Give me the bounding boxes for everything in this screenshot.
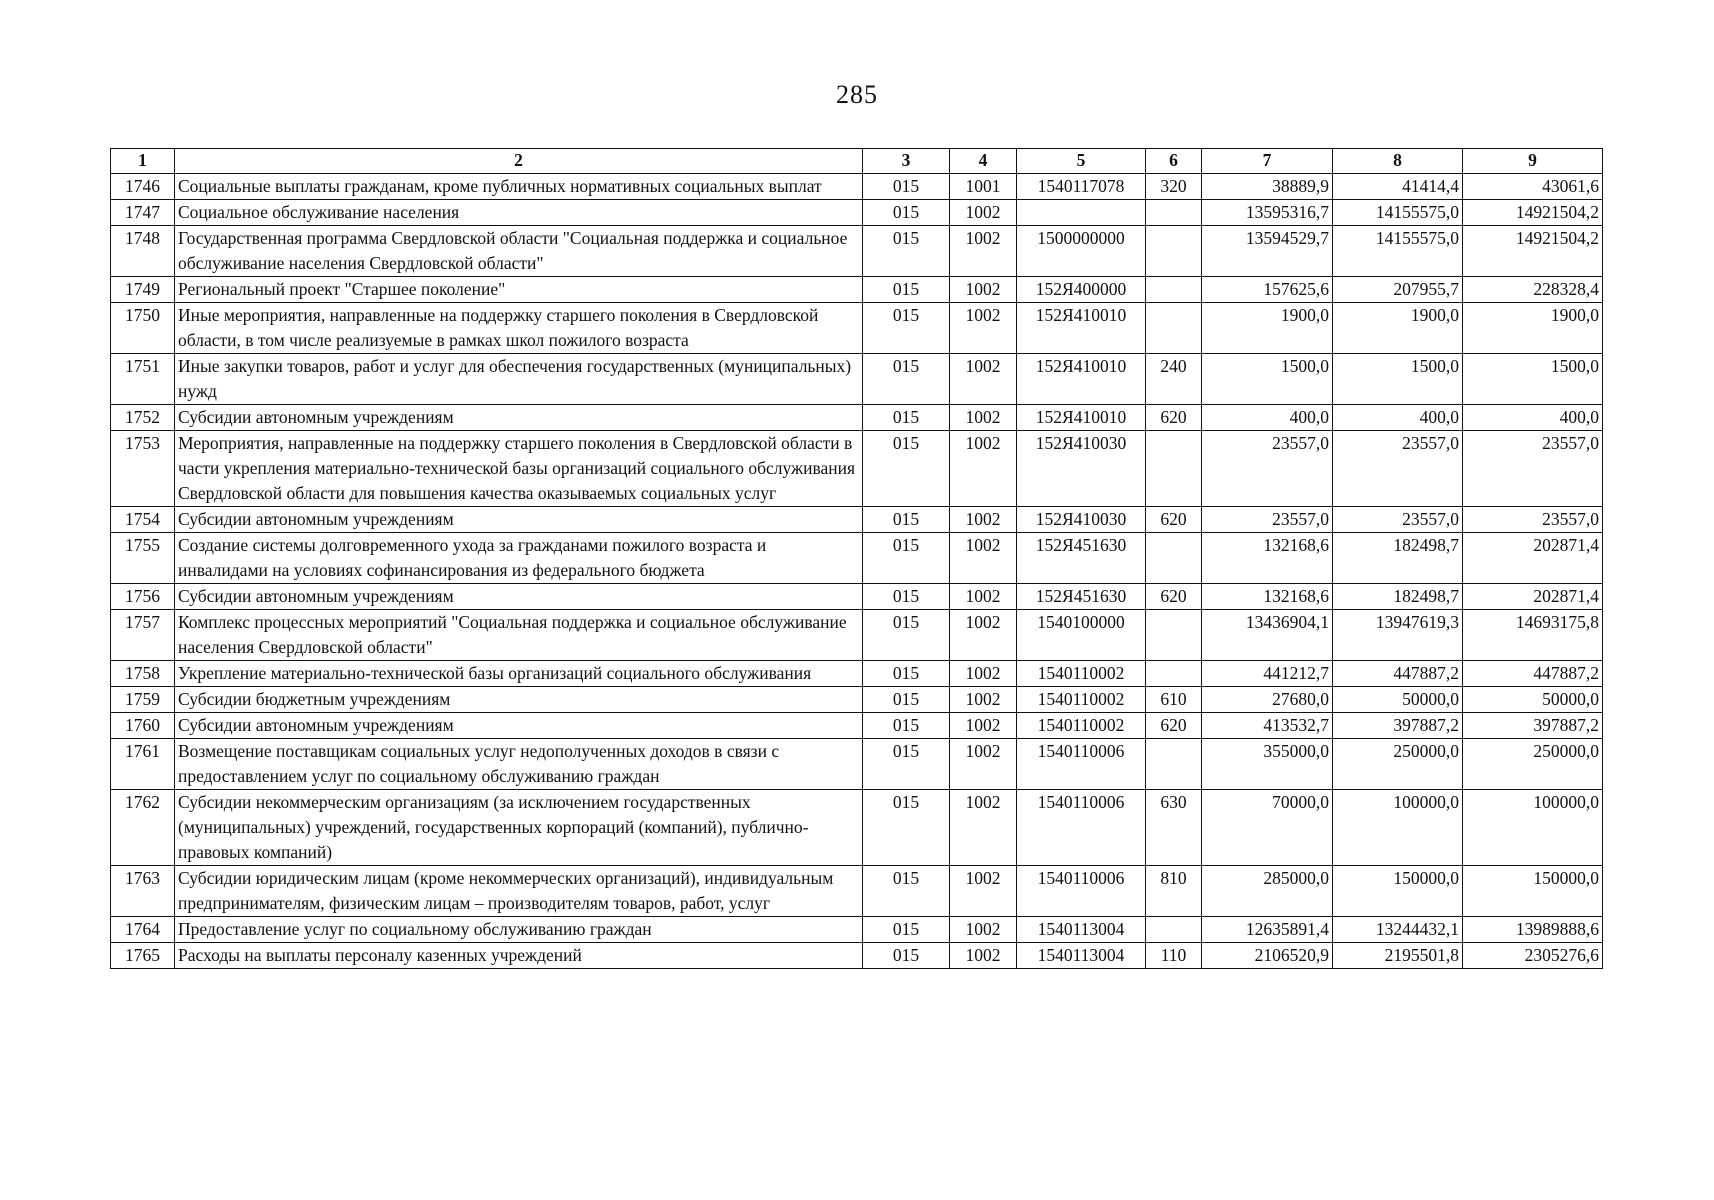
amount-col-7: 157625,6 — [1202, 277, 1333, 303]
target-article-code: 152Я410010 — [1017, 405, 1146, 431]
amount-col-7: 13436904,1 — [1202, 610, 1333, 661]
section-code: 1002 — [950, 200, 1017, 226]
expense-type-code — [1146, 200, 1202, 226]
expense-type-code: 240 — [1146, 354, 1202, 405]
amount-col-7: 70000,0 — [1202, 790, 1333, 866]
target-article-code: 152Я410030 — [1017, 431, 1146, 507]
target-article-code — [1017, 200, 1146, 226]
row-number: 1762 — [111, 790, 175, 866]
ministry-code: 015 — [863, 917, 950, 943]
amount-col-8: 41414,4 — [1333, 174, 1463, 200]
amount-col-9: 250000,0 — [1463, 739, 1603, 790]
row-number: 1759 — [111, 687, 175, 713]
target-article-code: 1540110002 — [1017, 713, 1146, 739]
amount-col-8: 14155575,0 — [1333, 200, 1463, 226]
amount-col-7: 12635891,4 — [1202, 917, 1333, 943]
amount-col-7: 13594529,7 — [1202, 226, 1333, 277]
section-code: 1002 — [950, 277, 1017, 303]
amount-col-8: 2195501,8 — [1333, 943, 1463, 969]
target-article-code: 152Я451630 — [1017, 533, 1146, 584]
header-cell-4: 4 — [950, 149, 1017, 174]
row-description: Возмещение поставщикам социальных услуг недополученных доходов в связи с предоставлением услуг по социальному обслуживанию граждан — [175, 739, 863, 790]
table-row — [111, 431, 1603, 507]
section-code: 1002 — [950, 405, 1017, 431]
table-row — [111, 943, 1603, 969]
amount-col-8: 397887,2 — [1333, 713, 1463, 739]
section-code: 1002 — [950, 661, 1017, 687]
target-article-code: 1540110006 — [1017, 739, 1146, 790]
row-number: 1751 — [111, 354, 175, 405]
ministry-code: 015 — [863, 354, 950, 405]
header-cell-1: 1 — [111, 149, 175, 174]
amount-col-9: 23557,0 — [1463, 507, 1603, 533]
section-code: 1002 — [950, 507, 1017, 533]
section-code: 1002 — [950, 790, 1017, 866]
section-code: 1002 — [950, 303, 1017, 354]
row-number: 1765 — [111, 943, 175, 969]
row-description: Субсидии автономным учреждениям — [175, 713, 863, 739]
section-code: 1002 — [950, 226, 1017, 277]
table-row — [111, 790, 1603, 866]
table-row — [111, 713, 1603, 739]
amount-col-7: 132168,6 — [1202, 533, 1333, 584]
section-code: 1002 — [950, 943, 1017, 969]
target-article-code: 1540110002 — [1017, 687, 1146, 713]
row-number: 1761 — [111, 739, 175, 790]
table-row — [111, 661, 1603, 687]
amount-col-7: 2106520,9 — [1202, 943, 1333, 969]
row-number: 1764 — [111, 917, 175, 943]
amount-col-9: 14693175,8 — [1463, 610, 1603, 661]
ministry-code: 015 — [863, 533, 950, 584]
amount-col-9: 13989888,6 — [1463, 917, 1603, 943]
header-cell-9: 9 — [1463, 149, 1603, 174]
expense-type-code: 620 — [1146, 405, 1202, 431]
table-row — [111, 200, 1603, 226]
row-number: 1754 — [111, 507, 175, 533]
amount-col-7: 285000,0 — [1202, 866, 1333, 917]
target-article-code: 1540110006 — [1017, 790, 1146, 866]
row-description: Субсидии автономным учреждениям — [175, 405, 863, 431]
amount-col-8: 23557,0 — [1333, 431, 1463, 507]
amount-col-9: 1500,0 — [1463, 354, 1603, 405]
amount-col-9: 1900,0 — [1463, 303, 1603, 354]
row-number: 1747 — [111, 200, 175, 226]
section-code: 1002 — [950, 866, 1017, 917]
target-article-code: 152Я410030 — [1017, 507, 1146, 533]
row-number: 1748 — [111, 226, 175, 277]
expense-type-code: 620 — [1146, 713, 1202, 739]
amount-col-9: 202871,4 — [1463, 584, 1603, 610]
ministry-code: 015 — [863, 431, 950, 507]
amount-col-7: 132168,6 — [1202, 584, 1333, 610]
ministry-code: 015 — [863, 866, 950, 917]
row-number: 1755 — [111, 533, 175, 584]
table-row — [111, 174, 1603, 200]
page-number: 285 — [836, 80, 878, 109]
expense-type-code — [1146, 277, 1202, 303]
amount-col-7: 441212,7 — [1202, 661, 1333, 687]
row-description: Укрепление материально-технической базы организаций социального обслуживания — [175, 661, 863, 687]
amount-col-8: 207955,7 — [1333, 277, 1463, 303]
amount-col-8: 14155575,0 — [1333, 226, 1463, 277]
expense-type-code — [1146, 739, 1202, 790]
row-description: Иные мероприятия, направленные на поддержку старшего поколения в Свердловской области, в том числе реализуемые в рамках школ пожилого возраста — [175, 303, 863, 354]
section-code: 1002 — [950, 739, 1017, 790]
table-body — [111, 174, 1603, 969]
table-row — [111, 866, 1603, 917]
amount-col-8: 250000,0 — [1333, 739, 1463, 790]
section-code: 1002 — [950, 354, 1017, 405]
ministry-code: 015 — [863, 584, 950, 610]
row-description: Социальные выплаты гражданам, кроме публичных нормативных социальных выплат — [175, 174, 863, 200]
amount-col-9: 228328,4 — [1463, 277, 1603, 303]
amount-col-9: 43061,6 — [1463, 174, 1603, 200]
row-description: Иные закупки товаров, работ и услуг для обеспечения государственных (муниципальных) нужд — [175, 354, 863, 405]
table-row — [111, 226, 1603, 277]
table-row — [111, 584, 1603, 610]
ministry-code: 015 — [863, 277, 950, 303]
table-row — [111, 739, 1603, 790]
ministry-code: 015 — [863, 661, 950, 687]
amount-col-8: 182498,7 — [1333, 584, 1463, 610]
amount-col-9: 2305276,6 — [1463, 943, 1603, 969]
expense-type-code: 630 — [1146, 790, 1202, 866]
row-description: Субсидии автономным учреждениям — [175, 584, 863, 610]
row-number: 1763 — [111, 866, 175, 917]
target-article-code: 1540113004 — [1017, 917, 1146, 943]
amount-col-7: 38889,9 — [1202, 174, 1333, 200]
ministry-code: 015 — [863, 303, 950, 354]
header-cell-6: 6 — [1146, 149, 1202, 174]
amount-col-9: 150000,0 — [1463, 866, 1603, 917]
amount-col-8: 150000,0 — [1333, 866, 1463, 917]
amount-col-7: 23557,0 — [1202, 507, 1333, 533]
table-row — [111, 277, 1603, 303]
amount-col-9: 400,0 — [1463, 405, 1603, 431]
row-number: 1752 — [111, 405, 175, 431]
section-code: 1002 — [950, 687, 1017, 713]
ministry-code: 015 — [863, 687, 950, 713]
amount-col-8: 23557,0 — [1333, 507, 1463, 533]
expense-type-code — [1146, 226, 1202, 277]
row-description: Мероприятия, направленные на поддержку старшего поколения в Свердловской области в части укрепления материально-технической базы организаций социального обслуживания Свердловской области для повышения качества оказываемых социальных услуг — [175, 431, 863, 507]
section-code: 1002 — [950, 917, 1017, 943]
expense-type-code: 110 — [1146, 943, 1202, 969]
target-article-code: 1540117078 — [1017, 174, 1146, 200]
table-row — [111, 917, 1603, 943]
ministry-code: 015 — [863, 200, 950, 226]
amount-col-9: 14921504,2 — [1463, 226, 1603, 277]
amount-col-9: 397887,2 — [1463, 713, 1603, 739]
section-code: 1002 — [950, 533, 1017, 584]
expense-type-code: 610 — [1146, 687, 1202, 713]
row-number: 1756 — [111, 584, 175, 610]
header-cell-8: 8 — [1333, 149, 1463, 174]
row-description: Субсидии некоммерческим организациям (за исключением государственных (муниципальных) учреждений, государственных корпораций (компаний), публично-правовых компаний) — [175, 790, 863, 866]
row-description: Субсидии бюджетным учреждениям — [175, 687, 863, 713]
section-code: 1001 — [950, 174, 1017, 200]
row-description: Создание системы долговременного ухода за гражданами пожилого возраста и инвалидами на условиях софинансирования из федерального бюджета — [175, 533, 863, 584]
amount-col-9: 100000,0 — [1463, 790, 1603, 866]
ministry-code: 015 — [863, 405, 950, 431]
ministry-code: 015 — [863, 507, 950, 533]
ministry-code: 015 — [863, 713, 950, 739]
header-cell-3: 3 — [863, 149, 950, 174]
budget-table — [110, 148, 1603, 969]
section-code: 1002 — [950, 610, 1017, 661]
expense-type-code — [1146, 533, 1202, 584]
amount-col-7: 1500,0 — [1202, 354, 1333, 405]
amount-col-8: 400,0 — [1333, 405, 1463, 431]
amount-col-7: 13595316,7 — [1202, 200, 1333, 226]
amount-col-8: 182498,7 — [1333, 533, 1463, 584]
row-number: 1746 — [111, 174, 175, 200]
amount-col-7: 1900,0 — [1202, 303, 1333, 354]
target-article-code: 152Я400000 — [1017, 277, 1146, 303]
amount-col-9: 202871,4 — [1463, 533, 1603, 584]
expense-type-code — [1146, 917, 1202, 943]
section-code: 1002 — [950, 713, 1017, 739]
target-article-code: 1500000000 — [1017, 226, 1146, 277]
ministry-code: 015 — [863, 226, 950, 277]
table-row — [111, 303, 1603, 354]
expense-type-code: 620 — [1146, 584, 1202, 610]
ministry-code: 015 — [863, 610, 950, 661]
target-article-code: 152Я451630 — [1017, 584, 1146, 610]
expense-type-code: 810 — [1146, 866, 1202, 917]
table-row — [111, 610, 1603, 661]
row-number: 1750 — [111, 303, 175, 354]
row-description: Субсидии юридическим лицам (кроме некоммерческих организаций), индивидуальным предпринимателям, физическим лицам – производителям товаров, работ, услуг — [175, 866, 863, 917]
row-description: Субсидии автономным учреждениям — [175, 507, 863, 533]
ministry-code: 015 — [863, 790, 950, 866]
target-article-code: 152Я410010 — [1017, 354, 1146, 405]
amount-col-7: 400,0 — [1202, 405, 1333, 431]
row-description: Социальное обслуживание населения — [175, 200, 863, 226]
expense-type-code — [1146, 610, 1202, 661]
expense-type-code — [1146, 431, 1202, 507]
table-header — [111, 149, 1603, 174]
ministry-code: 015 — [863, 943, 950, 969]
table-row — [111, 405, 1603, 431]
row-description: Региональный проект "Старшее поколение" — [175, 277, 863, 303]
amount-col-9: 50000,0 — [1463, 687, 1603, 713]
target-article-code: 1540110002 — [1017, 661, 1146, 687]
expense-type-code: 620 — [1146, 507, 1202, 533]
ministry-code: 015 — [863, 739, 950, 790]
table-row — [111, 533, 1603, 584]
table-row — [111, 354, 1603, 405]
header-cell-7: 7 — [1202, 149, 1333, 174]
amount-col-7: 23557,0 — [1202, 431, 1333, 507]
amount-col-9: 447887,2 — [1463, 661, 1603, 687]
ministry-code: 015 — [863, 174, 950, 200]
row-number: 1760 — [111, 713, 175, 739]
row-description: Расходы на выплаты персоналу казенных учреждений — [175, 943, 863, 969]
header-row — [111, 149, 1603, 174]
header-cell-5: 5 — [1017, 149, 1146, 174]
target-article-code: 1540100000 — [1017, 610, 1146, 661]
amount-col-8: 50000,0 — [1333, 687, 1463, 713]
amount-col-8: 13947619,3 — [1333, 610, 1463, 661]
amount-col-8: 100000,0 — [1333, 790, 1463, 866]
target-article-code: 1540113004 — [1017, 943, 1146, 969]
amount-col-7: 413532,7 — [1202, 713, 1333, 739]
row-number: 1758 — [111, 661, 175, 687]
amount-col-8: 447887,2 — [1333, 661, 1463, 687]
row-description: Предоставление услуг по социальному обслуживанию граждан — [175, 917, 863, 943]
expense-type-code — [1146, 303, 1202, 354]
amount-col-7: 27680,0 — [1202, 687, 1333, 713]
amount-col-9: 23557,0 — [1463, 431, 1603, 507]
section-code: 1002 — [950, 584, 1017, 610]
target-article-code: 1540110006 — [1017, 866, 1146, 917]
amount-col-9: 14921504,2 — [1463, 200, 1603, 226]
amount-col-8: 1500,0 — [1333, 354, 1463, 405]
expense-type-code: 320 — [1146, 174, 1202, 200]
amount-col-8: 13244432,1 — [1333, 917, 1463, 943]
row-description: Комплекс процессных мероприятий "Социальная поддержка и социальное обслуживание населения Свердловской области" — [175, 610, 863, 661]
row-description: Государственная программа Свердловской области "Социальная поддержка и социальное обслуживание населения Свердловской области" — [175, 226, 863, 277]
section-code: 1002 — [950, 431, 1017, 507]
row-number: 1753 — [111, 431, 175, 507]
amount-col-7: 355000,0 — [1202, 739, 1333, 790]
amount-col-8: 1900,0 — [1333, 303, 1463, 354]
table-row — [111, 507, 1603, 533]
expense-type-code — [1146, 661, 1202, 687]
row-number: 1757 — [111, 610, 175, 661]
target-article-code: 152Я410010 — [1017, 303, 1146, 354]
header-cell-2: 2 — [175, 149, 863, 174]
row-number: 1749 — [111, 277, 175, 303]
table-row — [111, 687, 1603, 713]
